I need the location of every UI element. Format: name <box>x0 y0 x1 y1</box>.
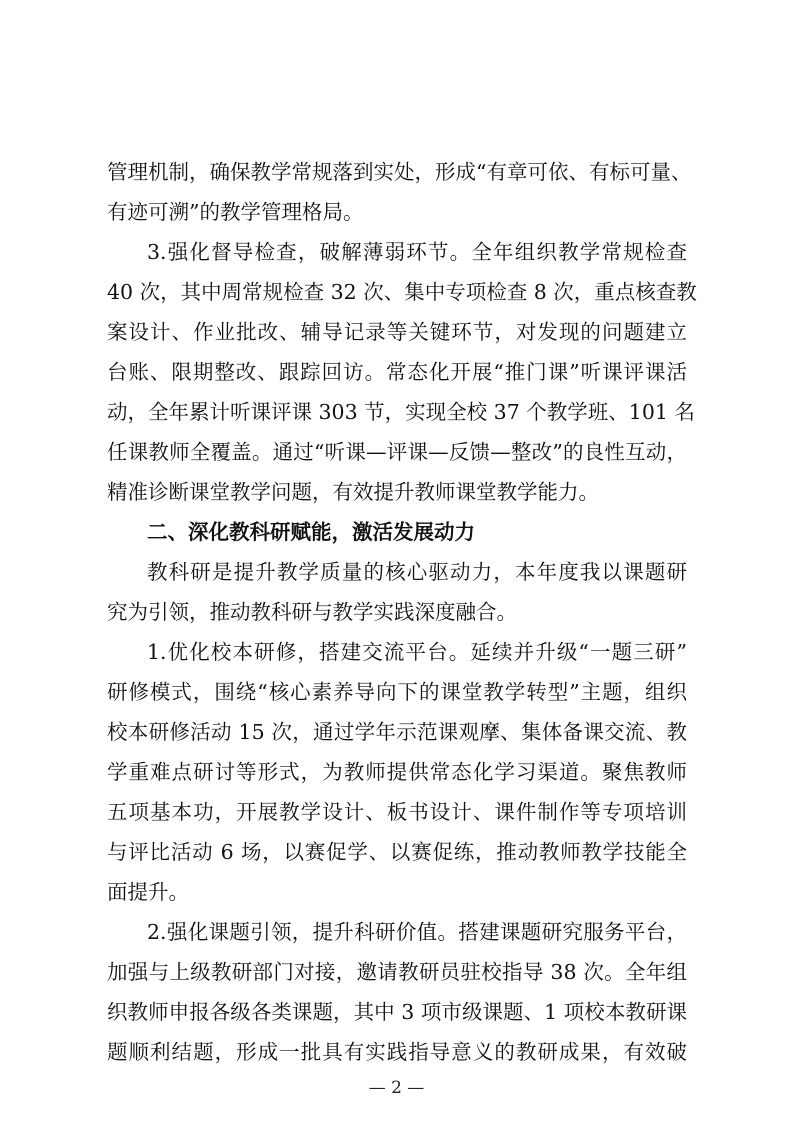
paragraph-line: 研修模式，围绕“核心素养导向下的课堂教学转型”主题，组织 <box>107 680 687 704</box>
paragraph-line: 任课教师全覆盖。通过“听课—评课—反馈—整改”的良性互动， <box>107 440 687 464</box>
section-heading: 二、深化教科研赋能，激活发展动力 <box>147 520 475 544</box>
paragraph-line: 动，全年累计听课评课 303 节，实现全校 37 个教学班、101 名 <box>107 400 695 424</box>
paragraph-line: 1.优化校本研修，搭建交流平台。延续并升级“一题三研” <box>147 640 687 664</box>
paragraph-line: 教科研是提升教学质量的核心驱动力，本年度我以课题研 <box>147 560 687 584</box>
paragraph-line: 究为引领，推动教科研与教学实践深度融合。 <box>107 600 517 624</box>
paragraph-line: 校本研修活动 15 次，通过学年示范课观摩、集体备课交流、教 <box>107 720 687 744</box>
page-number: — 2 — <box>368 1078 425 1098</box>
paragraph-line: 五项基本功，开展教学设计、板书设计、课件制作等专项培训 <box>107 800 687 824</box>
paragraph-line: 3.强化督导检查，破解薄弱环节。全年组织教学常规检查 <box>147 240 687 264</box>
paragraph-line: 管理机制，确保教学常规落到实处，形成“有章可依、有标可量、 <box>107 160 692 184</box>
paragraph-line: 加强与上级教研部门对接，邀请教研员驻校指导 38 次。全年组 <box>107 960 687 984</box>
paragraph-line: 40 次，其中周常规检查 32 次、集中专项检查 8 次，重点核查教 <box>107 280 697 304</box>
paragraph-line: 织教师申报各级各类课题，其中 3 项市级课题、1 项校本教研课 <box>107 1000 687 1024</box>
paragraph-line: 台账、限期整改、跟踪回访。常态化开展“推门课”听课评课活 <box>107 360 687 384</box>
paragraph-line: 有迹可溯”的教学管理格局。 <box>107 200 364 224</box>
paragraph-line: 案设计、作业批改、辅导记录等关键环节，对发现的问题建立 <box>107 320 687 344</box>
paragraph-line: 学重难点研讨等形式，为教师提供常态化学习渠道。聚焦教师 <box>107 760 687 784</box>
paragraph-line: 精准诊断课堂教学问题，有效提升教师课堂教学能力。 <box>107 480 599 504</box>
paragraph-line: 2.强化课题引领，提升科研价值。搭建课题研究服务平台， <box>147 920 687 944</box>
paragraph-line: 题顺利结题，形成一批具有实践指导意义的教研成果，有效破 <box>107 1040 687 1064</box>
paragraph-line: 面提升。 <box>107 880 189 904</box>
paragraph-line: 与评比活动 6 场，以赛促学、以赛促练，推动教师教学技能全 <box>107 840 687 864</box>
